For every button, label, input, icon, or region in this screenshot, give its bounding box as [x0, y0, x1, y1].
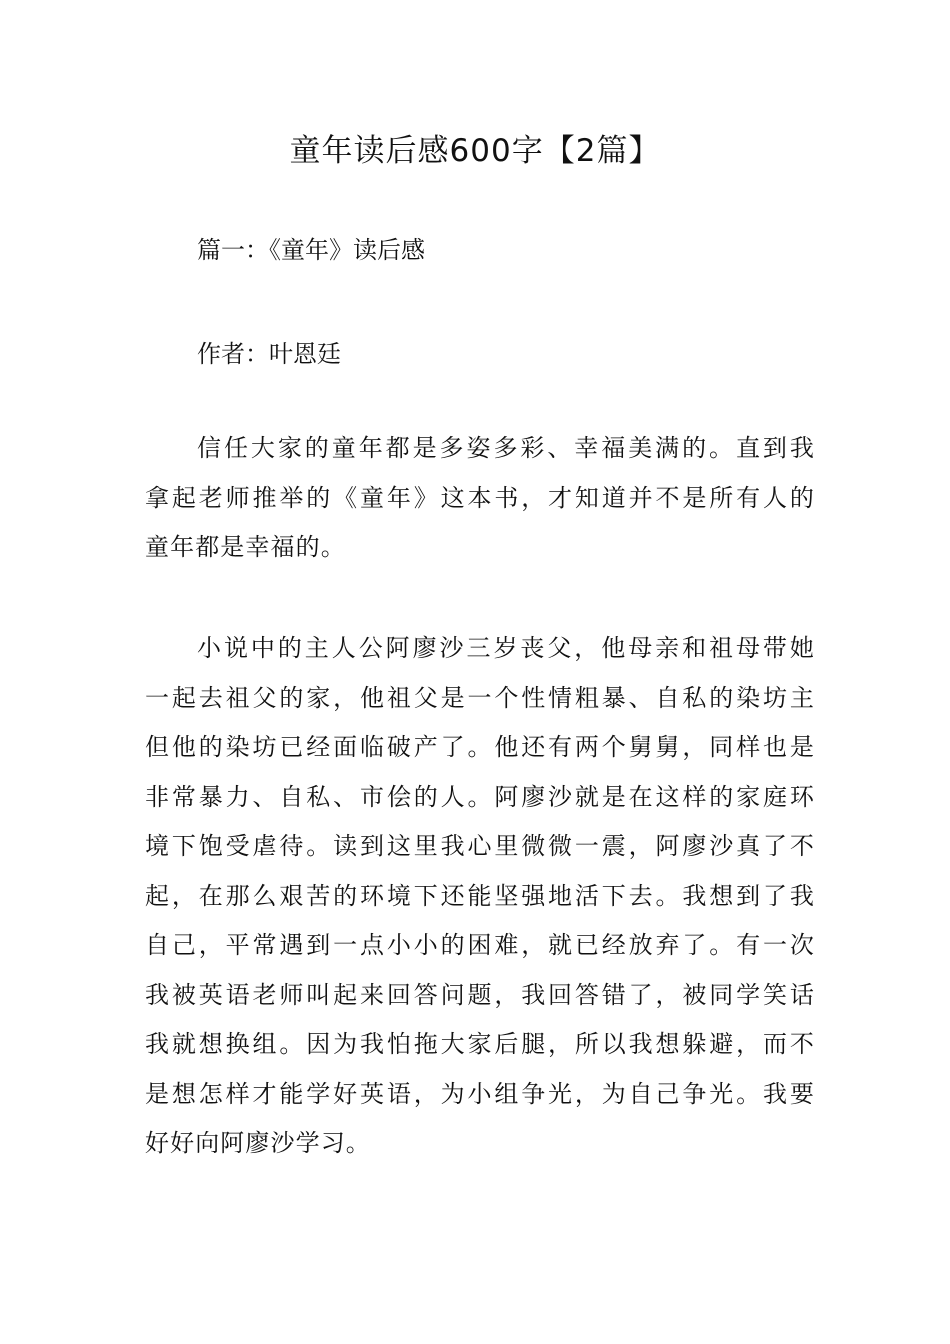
section-heading: 篇一：《童年》读后感: [197, 236, 425, 264]
paragraph-line: 好好向阿廖沙学习。: [145, 1129, 371, 1157]
paragraph-1: [145, 424, 815, 573]
paragraph-line: 我被英语老师叫起来回答问题，我回答错了，被同学笑话: [145, 980, 815, 1009]
paragraph-line: 但他的染坊已经面临破产了。他还有两个舅舅，同样也是: [145, 733, 815, 761]
paragraph-line: 拿起老师推举的《童年》这本书，才知道并不是所有人的: [145, 483, 815, 512]
paragraph-line: 境下饱受虐待。读到这里我心里微微一震，阿廖沙真了不: [145, 832, 815, 860]
author-line: 作者：叶恩廷: [197, 340, 341, 368]
paragraph-line: 非常暴力、自私、市侩的人。阿廖沙就是在这样的家庭环: [145, 782, 815, 811]
paragraph-line: 信任大家的童年都是多姿多彩、幸福美满的。直到我: [197, 434, 815, 462]
paragraph-line: 是想怎样才能学好英语，为小组争光，为自己争光。我要: [145, 1079, 815, 1108]
paragraph-line: 一起去祖父的家，他祖父是一个性情粗暴、自私的染坊主: [145, 683, 815, 712]
paragraph-2: [145, 624, 815, 1169]
paragraph-line: 自己，平常遇到一点小小的困难，就已经放弃了。有一次: [145, 931, 815, 959]
paragraph-line: 小说中的主人公阿廖沙三岁丧父，他母亲和祖母带她: [197, 634, 815, 662]
paragraph-line: 我就想换组。因为我怕拖大家后腿，所以我想躲避，而不: [145, 1030, 815, 1058]
document-title: 童年读后感600字【2篇】: [289, 133, 661, 169]
paragraph-line: 童年都是幸福的。: [145, 533, 346, 561]
paragraph-line: 起，在那么艰苦的环境下还能坚强地活下去。我想到了我: [145, 881, 815, 910]
